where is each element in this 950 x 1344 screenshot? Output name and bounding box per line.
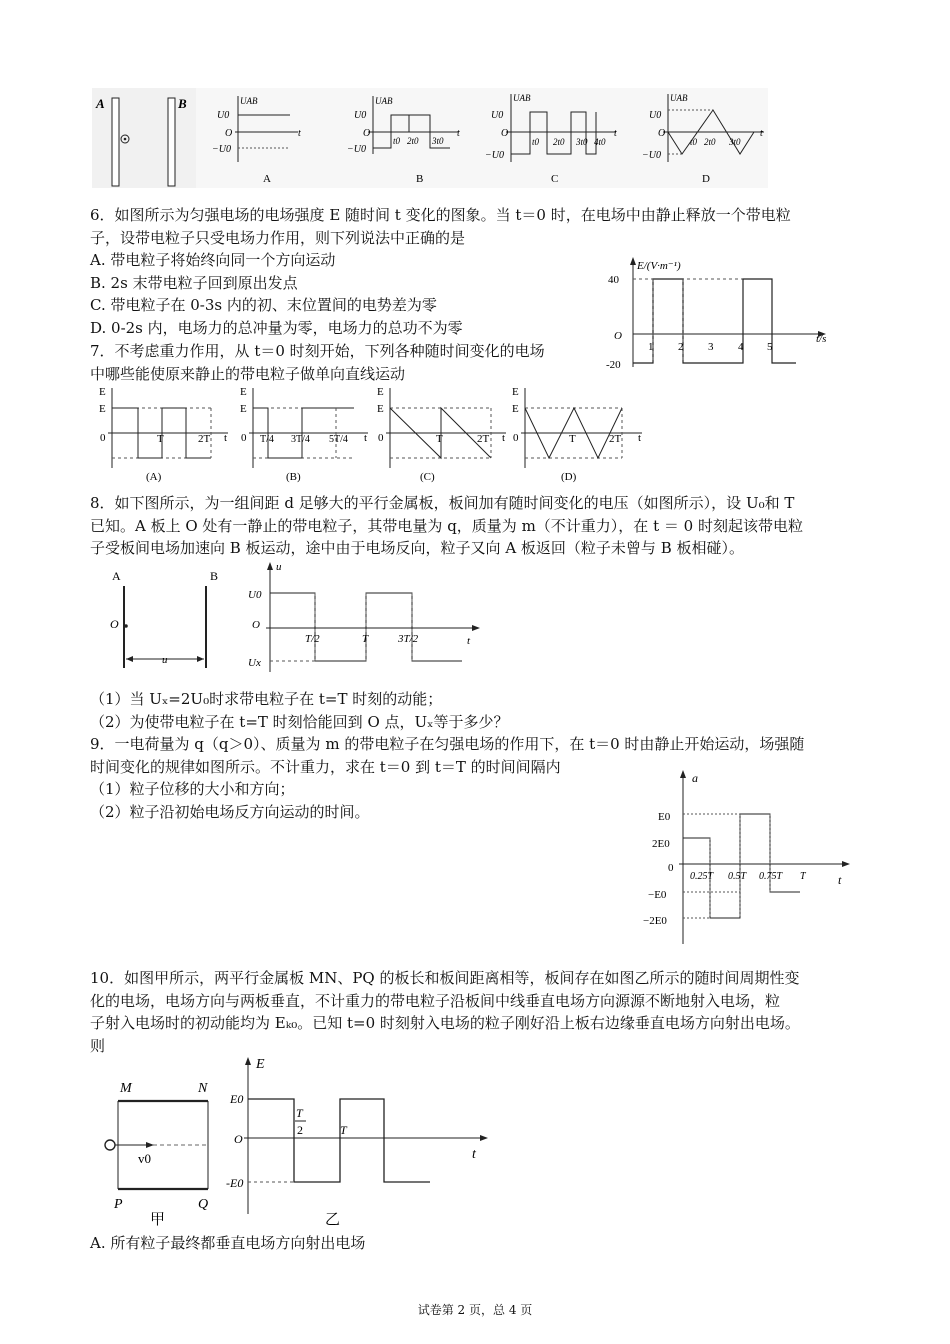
svg-text:0: 0 <box>378 432 384 444</box>
svg-text:u: u <box>276 561 282 573</box>
svg-text:E: E <box>512 403 519 415</box>
svg-text:t0: t0 <box>393 136 401 146</box>
svg-text:O: O <box>252 619 260 631</box>
q8-subquestions <box>90 688 870 733</box>
svg-text:E: E <box>256 1057 265 1072</box>
q10-option-a <box>90 1232 870 1255</box>
svg-text:0: 0 <box>100 432 106 444</box>
q6-tick: 4 <box>738 341 744 353</box>
question-8 <box>90 492 870 560</box>
q8-subquestion-1: （1）当 Uₓ=2U₀时求带电粒子在 t=T 时刻的动能； <box>90 690 443 708</box>
q6-option-c: C. 带电粒子在 0-3s 内的初、末位置间的电势差为零 <box>90 296 437 314</box>
q9-subquestion-1: （1）粒子位移的大小和方向； <box>90 780 295 798</box>
q9-subquestion-2: （2）粒子沿初始电场反方向运动的时间。 <box>90 802 370 821</box>
svg-text:T: T <box>800 871 806 882</box>
svg-text:2T: 2T <box>477 433 490 445</box>
q10-plate-n: N <box>198 1081 208 1096</box>
svg-text:O: O <box>225 128 233 139</box>
svg-text:UAB: UAB <box>670 93 688 103</box>
q7-line: 中哪些能使原来静止的带电粒子做单向直线运动 <box>90 364 406 383</box>
q10-option-a-text: A. 所有粒子最终都垂直电场方向射出电场 <box>90 1234 366 1252</box>
q8-line: 8．如下图所示，为一组间距 d 足够大的平行金属板，板间加有随时间变化的电压（如图所示），设 U₀和 T <box>90 494 795 512</box>
svg-text:5T/4: 5T/4 <box>329 434 348 445</box>
q7-graph-label: (D) <box>561 471 577 483</box>
q10-plate-p: P <box>114 1197 123 1212</box>
svg-text:3t0: 3t0 <box>729 137 741 147</box>
q7-graphs <box>96 382 656 486</box>
svg-text:UAB: UAB <box>375 96 393 106</box>
q6-tick: 1 <box>648 341 654 353</box>
q9-line: 时间变化的规律如图所示。不计重力，求在 t＝0 到 t＝T 的时间间隔内 <box>90 757 561 776</box>
q7-graph-label: (A) <box>146 471 162 483</box>
svg-text:T: T <box>296 1106 303 1120</box>
svg-text:U0: U0 <box>354 110 367 121</box>
svg-text:−U0: −U0 <box>212 144 231 155</box>
q6-tick: 2 <box>678 341 684 353</box>
svg-text:t: t <box>838 873 842 887</box>
q6-tick: 5 <box>767 341 773 353</box>
svg-text:T/4: T/4 <box>260 434 274 445</box>
q8-line: 子受板间电场加速向 B 板运动，途中由于电场反向，粒子又向 A 板返回（粒子未曾与 B 板相碰）。 <box>90 539 744 557</box>
page-footer: 试卷第 2 页，总 4 页 <box>417 1303 533 1317</box>
svg-text:−U0: −U0 <box>485 150 504 161</box>
q6-xlabel: t/s <box>816 333 827 345</box>
svg-text:t: t <box>457 128 460 139</box>
svg-text:E: E <box>512 386 519 398</box>
svg-text:T: T <box>436 433 443 445</box>
svg-text:t: t <box>760 128 763 139</box>
svg-text:0.5T: 0.5T <box>728 871 747 882</box>
svg-text:0.75T: 0.75T <box>759 871 783 882</box>
svg-text:E: E <box>99 386 106 398</box>
svg-text:t: t <box>502 432 506 444</box>
svg-text:U0: U0 <box>491 110 504 121</box>
q7-line: 7．不考虑重力作用，从 t＝0 时刻开始，下列各种随时间变化的电场 <box>90 342 545 360</box>
svg-text:0: 0 <box>513 432 519 444</box>
svg-text:U0: U0 <box>217 110 230 121</box>
q9-line: 9．一电荷量为 q（q＞0）、质量为 m 的带电粒子在匀强电场的作用下，在 t＝0 时由静止开始运动，场强随 <box>90 735 805 753</box>
svg-text:UAB: UAB <box>240 96 258 106</box>
svg-text:0.25T: 0.25T <box>690 871 714 882</box>
svg-text:a: a <box>692 771 698 785</box>
svg-text:T: T <box>362 633 369 645</box>
svg-text:E0: E0 <box>230 1092 244 1106</box>
q8-plate-a: A <box>112 569 121 583</box>
svg-text:O: O <box>658 128 666 139</box>
svg-text:0: 0 <box>668 862 674 874</box>
svg-text:T: T <box>157 433 164 445</box>
q8-subquestion-2: （2）为使带电粒子在 t=T 时刻恰能回到 O 点，Uₓ等于多少？ <box>90 712 509 731</box>
q10-figure-yi: 乙 <box>325 1212 341 1228</box>
svg-text:2t0: 2t0 <box>704 137 716 147</box>
q6-ylabel: E/(V·m⁻¹) <box>637 260 681 272</box>
svg-text:2E0: 2E0 <box>652 838 670 850</box>
q10-line: 10．如图甲所示，两平行金属板 MN、PQ 的板长和板间距离相等，板间存在如图乙所示的随时间周期性变 <box>90 969 800 987</box>
q7-graph-a <box>99 386 228 483</box>
svg-text:U0: U0 <box>248 589 262 601</box>
svg-text:E: E <box>377 403 384 415</box>
svg-text:−U0: −U0 <box>642 150 661 161</box>
plate-b-label: B <box>178 96 187 111</box>
svg-text:E: E <box>240 386 247 398</box>
q6-option-b: B. 2s 末带电粒子回到原出发点 <box>90 273 298 292</box>
svg-text:T: T <box>569 433 576 445</box>
q6-option-a: A. 带电粒子将始终向同一个方向运动 <box>90 251 336 269</box>
svg-text:O: O <box>501 128 509 139</box>
svg-text:T/2: T/2 <box>305 633 320 645</box>
q10-plate-m: M <box>120 1081 132 1096</box>
svg-text:Ux: Ux <box>248 657 261 669</box>
svg-text:O: O <box>363 128 371 139</box>
q10-figure-jia: 甲 <box>150 1212 166 1228</box>
svg-text:t0: t0 <box>690 137 698 147</box>
svg-text:t: t <box>298 128 301 139</box>
svg-text:3t0: 3t0 <box>576 137 588 147</box>
q6-y-bottom: -20 <box>606 359 621 371</box>
q6-line: 子，设带电粒子只受电场力作用，则下列说法中正确的是 <box>90 228 466 247</box>
svg-text:t: t <box>614 128 617 139</box>
question-7 <box>90 340 870 385</box>
option-label: B <box>416 173 424 185</box>
q8-line: 已知。A 板上 O 处有一静止的带电粒子，其带电量为 q，质量为 m（不计重力），在 t ＝ 0 时刻起该带电粒 <box>90 516 803 535</box>
q9-field-graph <box>640 768 860 948</box>
svg-text:t: t <box>224 432 228 444</box>
svg-text:2T: 2T <box>198 433 211 445</box>
svg-text:t0: t0 <box>532 137 540 147</box>
svg-text:t: t <box>364 432 368 444</box>
q6-origin: O <box>614 330 622 342</box>
svg-text:t: t <box>467 635 471 647</box>
svg-text:0: 0 <box>241 432 247 444</box>
q7-graph-label: (C) <box>420 471 435 483</box>
q7-graph-label: (B) <box>286 471 301 483</box>
q8-point-o: O <box>110 617 119 631</box>
q10-line: 子射入电场时的初动能均为 Eₖ₀。已知 t=0 时刻射入电场的粒子刚好沿上板右边缘垂直电场方向射出电场。 <box>90 1014 800 1032</box>
svg-text:E: E <box>377 386 384 398</box>
q6-tick: 3 <box>708 341 714 353</box>
svg-text:O: O <box>234 1132 243 1146</box>
svg-text:T: T <box>340 1123 347 1137</box>
svg-text:3T/2: 3T/2 <box>398 633 419 645</box>
q10-figure <box>100 1054 500 1230</box>
q6-y-top: 40 <box>608 274 619 286</box>
svg-text:E0: E0 <box>658 811 671 823</box>
svg-text:U0: U0 <box>649 110 662 121</box>
svg-text:2: 2 <box>297 1123 303 1137</box>
q10-line: 化的电场，电场方向与两板垂直，不计重力的带电粒子沿板间中线垂直电场方向源源不断地射入电场，粒 <box>90 991 781 1010</box>
svg-text:3t0: 3t0 <box>432 136 444 146</box>
svg-text:−2E0: −2E0 <box>643 915 667 927</box>
q8-plate-b: B <box>210 569 219 583</box>
svg-text:−E0: −E0 <box>648 889 667 901</box>
svg-text:3T/4: 3T/4 <box>291 434 310 445</box>
svg-text:UAB: UAB <box>513 93 531 103</box>
q8-figure <box>100 560 490 678</box>
q10-line: 则 <box>90 1036 106 1055</box>
option-label: D <box>702 173 710 185</box>
q7-graph-d <box>512 386 642 483</box>
svg-text:2T: 2T <box>609 433 622 445</box>
q10-v0: v0 <box>138 1151 151 1166</box>
svg-text:t: t <box>472 1147 476 1162</box>
q10-plate-q: Q <box>198 1197 209 1212</box>
svg-text:-E0: -E0 <box>226 1176 244 1190</box>
q7-graph-b <box>240 386 368 483</box>
q6-option-d: D. 0-2s 内，电场力的总冲量为零，电场力的总功不为零 <box>90 318 463 337</box>
svg-text:2t0: 2t0 <box>553 137 565 147</box>
q8-gap-label: u <box>162 654 168 666</box>
q6-line: 6．如图所示为匀强电场的电场强度 E 随时间 t 变化的图象。当 t＝0 时，在电场中由静止释放一个带电粒 <box>90 206 791 224</box>
svg-text:−U0: −U0 <box>347 144 366 155</box>
question-10 <box>90 967 870 1057</box>
option-label: A <box>263 173 271 185</box>
option-label: C <box>551 173 559 185</box>
svg-text:4t0: 4t0 <box>594 137 606 147</box>
top-figure <box>92 88 768 188</box>
q7-graph-c <box>377 386 506 483</box>
svg-text:t: t <box>638 432 642 444</box>
svg-text:E: E <box>99 403 106 415</box>
svg-text:2t0: 2t0 <box>407 136 419 146</box>
plate-a-label: A <box>96 96 105 111</box>
svg-text:E: E <box>240 403 247 415</box>
